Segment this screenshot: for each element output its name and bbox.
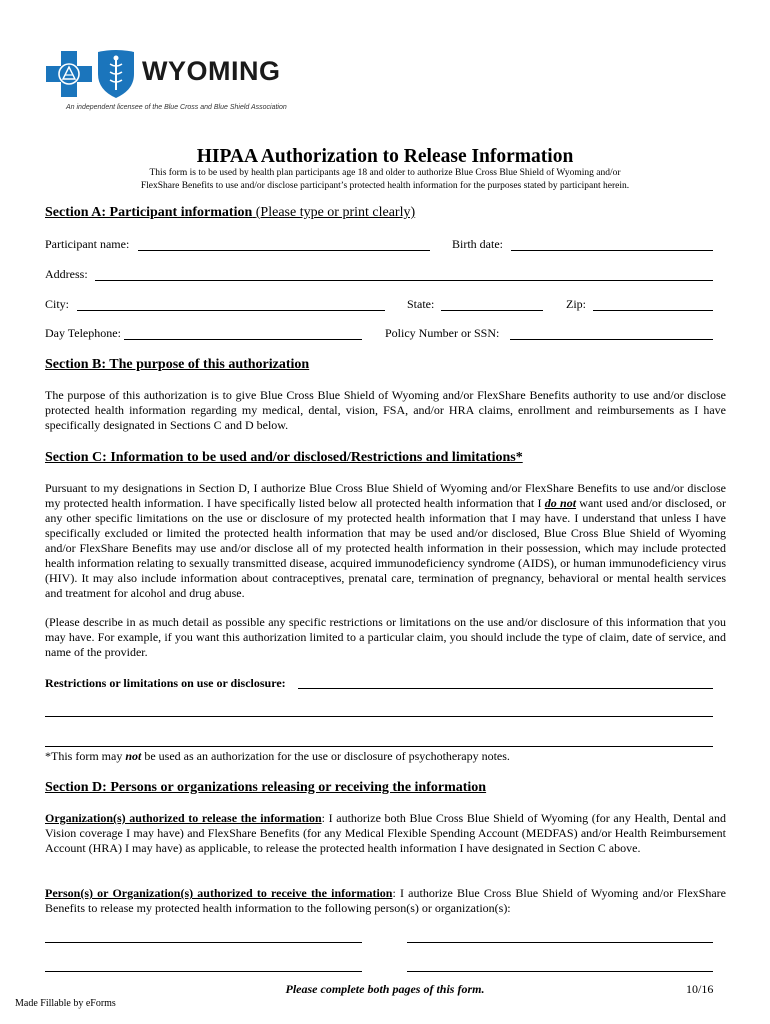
city-label: City: [45, 297, 70, 311]
section-c-paragraph-2: (Please describe in as much detail as possible any specific restrictions or limitations on the use and/or disclosure of this information that you may have. For example, if you want this authorization limited to a particular claim, you should include the type of claim, date of service, and name of the provider. [45, 615, 726, 659]
recipient-field-3[interactable] [45, 971, 362, 972]
revision-date: 10/16 [686, 982, 714, 996]
address-label: Address: [45, 267, 88, 281]
restrictions-field-line-1[interactable] [298, 688, 713, 689]
participant-name-field[interactable] [138, 250, 430, 251]
city-field[interactable] [77, 310, 385, 311]
recipient-field-1[interactable] [45, 942, 362, 943]
recipient-field-4[interactable] [407, 971, 713, 972]
logo-wordmark: WYOMING [142, 56, 281, 86]
section-c-heading: Section C: Information to be used and/or disclosed/Restrictions and limitations* [45, 450, 523, 465]
psychotherapy-note: *This form may not be used as an authorization for the use or disclosure of psychotherapy notes. [45, 749, 510, 763]
page-title: HIPAA Authorization to Release Information [196, 146, 574, 167]
section-c-paragraph-1: Pursuant to my designations in Section D, I authorize Blue Cross Blue Shield of Wyoming and/or FlexShare Benefits to use and/or disclose my protected health information. I have specifically listed below all protected health information that I do not want used and/or disclosed, or any other specific limitations on the use or disclosure of my protected health information that I may have. I understand that unless I have specifically excluded or limited the protected health information that may be used and/or disclosed, Blue Cross Blue Shield of Wyoming and/or FlexShare Benefits may use and/or disclose all of my protected health information in their possession, which may include protected health information relating to sexually transmitted disease, acquired immunodeficiency syndrome (AIDS), or human immunodeficiency virus (HIV). It may also include information about contraceptives, prenatal care, termination of pregnancy, behavioral or mental health services and treatment for alcohol and drug abuse. [45, 481, 726, 600]
restrictions-label: Restrictions or limitations on use or disclosure: [45, 676, 286, 690]
recipient-field-2[interactable] [407, 942, 713, 943]
section-b-text: The purpose of this authorization is to give Blue Cross Blue Shield of Wyoming and/or FlexShare Benefits authority to use and/or disclose protected health information regarding my medical, dental, vision, FSA, and/or HRA claims, enrollment and reimbursements as I have specifically designated in Sections C and D below. [45, 388, 726, 432]
section-b-heading: Section B: The purpose of this authorization [45, 357, 310, 372]
restrictions-field-line-3[interactable] [45, 746, 713, 747]
birth-date-label: Birth date: [452, 237, 503, 251]
zip-label: Zip: [566, 297, 586, 311]
page-subtitle: This form is to be used by health plan participants age 18 and older to authorize Blue Cross Blue Shield of Wyoming and/or FlexShare Benefits to use and/or disclose participant’s protected health information for the purposes stated by participant herein. [140, 168, 630, 191]
state-field[interactable] [441, 310, 543, 311]
release-paragraph: Organization(s) authorized to release the information: I authorize both Blue Cross Blue Shield of Wyoming (for any Health, Dental and Vision coverage I may have) and FlexShare Benefits (for any Medical Flexible Spending Account (MEDFAS) and/or Health Reimbursement Account (HRA) I may have) as applicable, to release the protected health information I have designated in Section C above. [45, 811, 726, 855]
birth-date-field[interactable] [511, 250, 713, 251]
day-telephone-field[interactable] [124, 339, 362, 340]
state-label: State: [407, 297, 435, 311]
zip-field[interactable] [593, 310, 713, 311]
section-a-heading: Section A: Participant information (Please type or print clearly) [45, 205, 416, 220]
restrictions-field-line-2[interactable] [45, 716, 713, 717]
blue-cross-icon [46, 51, 92, 97]
footer-instruction: Please complete both pages of this form. [285, 982, 485, 996]
section-d-heading: Section D: Persons or organizations releasing or receiving the information [45, 780, 487, 795]
made-fillable-note: Made Fillable by eForms [15, 998, 116, 1009]
policy-number-label: Policy Number or SSN: [385, 326, 500, 340]
day-telephone-label: Day Telephone: [45, 326, 121, 340]
policy-number-field[interactable] [510, 339, 713, 340]
participant-name-label: Participant name: [45, 237, 130, 251]
receive-paragraph: Person(s) or Organization(s) authorized to receive the information: I authorize Blue Cross Blue Shield of Wyoming and/or FlexShare Benefits to release my protected health information to the following person(s) or organization(s): [45, 886, 726, 915]
address-field[interactable] [95, 280, 713, 281]
licensee-note: An independent licensee of the Blue Cross and Blue Shield Association [66, 104, 287, 111]
blue-shield-icon [94, 48, 138, 100]
